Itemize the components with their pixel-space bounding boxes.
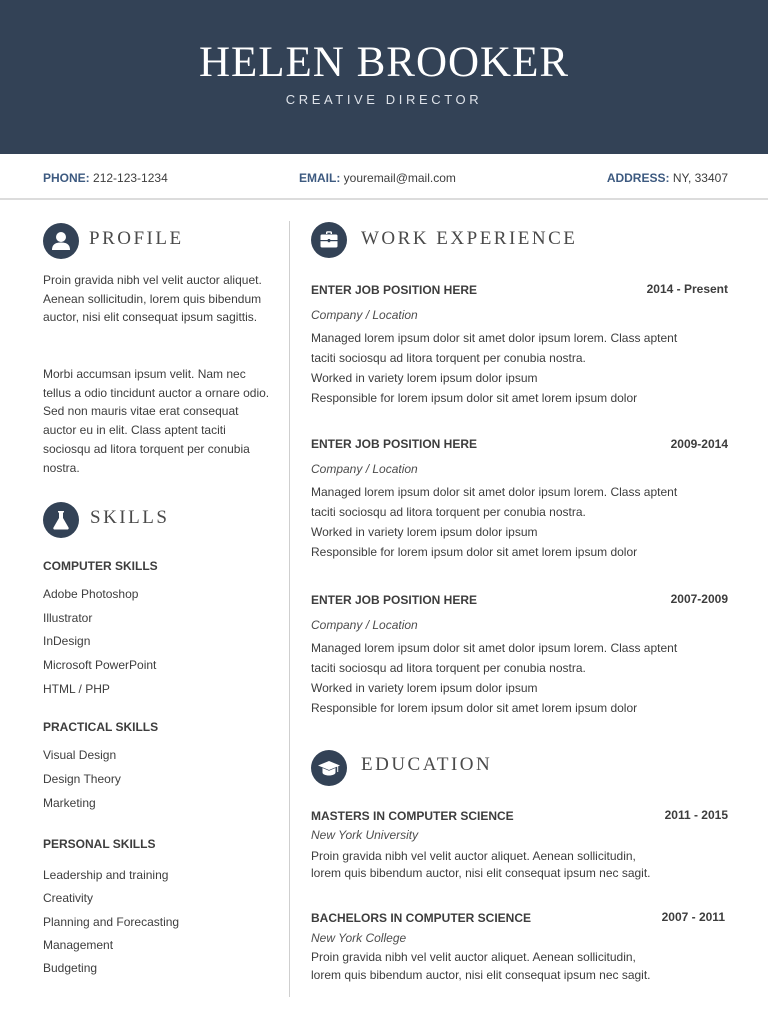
- education-heading: EDUCATION: [361, 754, 493, 775]
- header-divider: [0, 198, 768, 200]
- work-heading: WORK EXPERIENCE: [361, 228, 578, 249]
- phone-value: 212-123-1234: [93, 171, 168, 185]
- email-label: EMAIL:: [299, 171, 341, 185]
- skill-group-title: PRACTICAL SKILLS: [43, 720, 159, 734]
- candidate-name: HELEN BROOKER: [198, 39, 570, 86]
- skill-item: Adobe Photoshop: [43, 587, 139, 601]
- skill-item: InDesign: [43, 634, 91, 648]
- edu-degree: MASTERS IN COMPUTER SCIENCE: [311, 809, 514, 823]
- job-description-line: Managed lorem ipsum dolor sit amet dolor ipsum lorem. Class aptent: [311, 485, 678, 499]
- edu-date: 2011 - 2015: [664, 808, 728, 822]
- job-description-line: Managed lorem ipsum dolor sit amet dolor ipsum lorem. Class aptent: [311, 641, 678, 655]
- briefcase-icon: [311, 222, 347, 258]
- skills-heading: SKILLS: [90, 507, 170, 528]
- skill-item: Leadership and training: [43, 868, 169, 882]
- job-company: Company / Location: [311, 462, 418, 476]
- job-date: 2007-2009: [670, 592, 728, 606]
- profile-paragraph-2: Morbi accumsan ipsum velit. Nam nec tellus a odio tincidunt auctor a ornare odio. Sed non mauris vitae erat consequat auctor eu in elit. Class aptent taciti sociosqu ad litora torquent per conubia nostra.: [43, 367, 270, 475]
- flask-icon: [43, 502, 79, 538]
- address-label: ADDRESS:: [606, 171, 670, 185]
- job-description-line: Responsible for lorem ipsum dolor sit amet lorem ipsum dolor: [311, 391, 638, 405]
- email-value: youremail@mail.com: [343, 171, 456, 185]
- job-description-line: Worked in variety lorem ipsum dolor ipsum: [311, 681, 538, 695]
- job-description-line: Worked in variety lorem ipsum dolor ipsum: [311, 525, 538, 539]
- graduation-cap-icon: [311, 750, 347, 786]
- edu-description-line: Proin gravida nibh vel velit auctor aliquet. Aenean sollicitudin,: [311, 849, 636, 863]
- job-company: Company / Location: [311, 618, 418, 632]
- job-description-line: taciti sociosqu ad litora torquent per conubia nostra.: [311, 661, 586, 675]
- header-banner: [0, 0, 768, 154]
- skill-item: HTML / PHP: [43, 682, 110, 696]
- contact-email: [299, 171, 456, 185]
- skill-item: Illustrator: [43, 611, 93, 625]
- profile-heading: PROFILE: [89, 228, 184, 249]
- candidate-role: CREATIVE DIRECTOR: [285, 92, 483, 107]
- edu-date: 2007 - 2011: [661, 910, 725, 924]
- contact-phone: [43, 171, 168, 185]
- contact-address: [607, 171, 728, 185]
- address-value: NY, 33407: [672, 171, 728, 185]
- job-date: 2014 - Present: [646, 282, 728, 296]
- edu-description-line: lorem quis bibendum auctor, nisi elit consequat ipsum nec sagit.: [311, 968, 651, 982]
- skill-item: Management: [43, 938, 114, 952]
- job-description-line: Responsible for lorem ipsum dolor sit amet lorem ipsum dolor: [311, 701, 638, 715]
- job-description-line: taciti sociosqu ad litora torquent per conubia nostra.: [311, 505, 586, 519]
- column-divider: [289, 221, 290, 997]
- skill-item: Microsoft PowerPoint: [43, 658, 157, 672]
- person-icon: [43, 223, 79, 259]
- job-description-line: Managed lorem ipsum dolor sit amet dolor ipsum lorem. Class aptent: [311, 331, 678, 345]
- edu-description-line: Proin gravida nibh vel velit auctor aliquet. Aenean sollicitudin,: [311, 950, 636, 964]
- edu-degree: BACHELORS IN COMPUTER SCIENCE: [311, 911, 532, 925]
- skill-item: Marketing: [43, 796, 96, 810]
- skill-item: Visual Design: [43, 748, 117, 762]
- skill-item: Creativity: [43, 891, 94, 905]
- skill-item: Design Theory: [43, 772, 121, 786]
- job-position: ENTER JOB POSITION HERE: [311, 593, 478, 607]
- job-description-line: Worked in variety lorem ipsum dolor ipsum: [311, 371, 538, 385]
- edu-description-line: lorem quis bibendum auctor, nisi elit consequat ipsum nec sagit.: [311, 866, 651, 880]
- job-date: 2009-2014: [670, 437, 728, 451]
- edu-school: New York University: [311, 828, 419, 842]
- phone-label: PHONE:: [43, 171, 90, 185]
- job-company: Company / Location: [311, 308, 418, 322]
- job-position: ENTER JOB POSITION HERE: [311, 437, 478, 451]
- skill-group-title: PERSONAL SKILLS: [43, 837, 156, 851]
- profile-paragraph-1: Proin gravida nibh vel velit auctor aliquet. Aenean sollicitudin, lorem quis bibendum auctor, nisi elit consequat ipsum sagittis.: [43, 273, 262, 325]
- skill-item: Planning and Forecasting: [43, 915, 180, 929]
- job-position: ENTER JOB POSITION HERE: [311, 283, 478, 297]
- edu-school: New York College: [311, 931, 407, 945]
- job-description-line: taciti sociosqu ad litora torquent per conubia nostra.: [311, 351, 586, 365]
- skill-group-title: COMPUTER SKILLS: [43, 559, 158, 573]
- skill-item: Budgeting: [43, 961, 98, 975]
- job-description-line: Responsible for lorem ipsum dolor sit amet lorem ipsum dolor: [311, 545, 638, 559]
